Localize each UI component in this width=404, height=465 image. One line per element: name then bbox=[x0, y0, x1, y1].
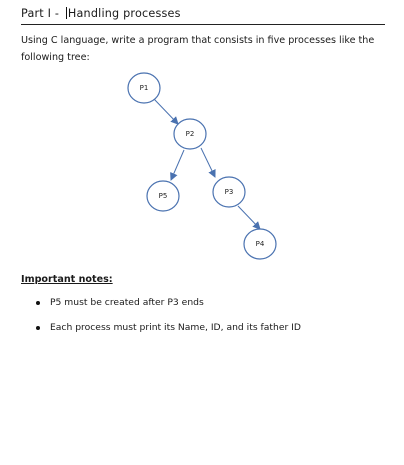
list-item bbox=[36, 322, 301, 334]
edge-p2-p3 bbox=[201, 148, 215, 177]
bullet-icon bbox=[36, 326, 40, 330]
list-item bbox=[36, 297, 301, 309]
node-p5 bbox=[147, 181, 179, 211]
node-p2-label: P2 bbox=[185, 130, 195, 138]
node-p1-label: P1 bbox=[139, 84, 149, 92]
edge-p1-p2 bbox=[154, 99, 178, 124]
node-p3 bbox=[213, 177, 245, 207]
node-p5-label: P5 bbox=[158, 192, 168, 200]
edge-p2-p5 bbox=[171, 150, 184, 180]
node-p1 bbox=[128, 73, 160, 103]
node-p2 bbox=[174, 119, 206, 149]
notes-title: Important notes: bbox=[21, 274, 113, 285]
note-text: Each process must print its Name, ID, and its father ID bbox=[50, 322, 301, 333]
node-p3-label: P3 bbox=[224, 188, 234, 196]
edge-p3-p4 bbox=[238, 206, 260, 229]
node-p4 bbox=[244, 229, 276, 259]
note-text: P5 must be created after P3 ends bbox=[50, 297, 204, 308]
part-label: Part I - bbox=[21, 7, 63, 20]
bullet-icon bbox=[36, 301, 40, 305]
intro-paragraph: Using C language, write a program that consists in five processes like the following tree: bbox=[21, 35, 375, 63]
section-title: Handling processes bbox=[67, 7, 181, 20]
notes-list bbox=[36, 297, 301, 347]
node-p4-label: P4 bbox=[255, 240, 265, 248]
